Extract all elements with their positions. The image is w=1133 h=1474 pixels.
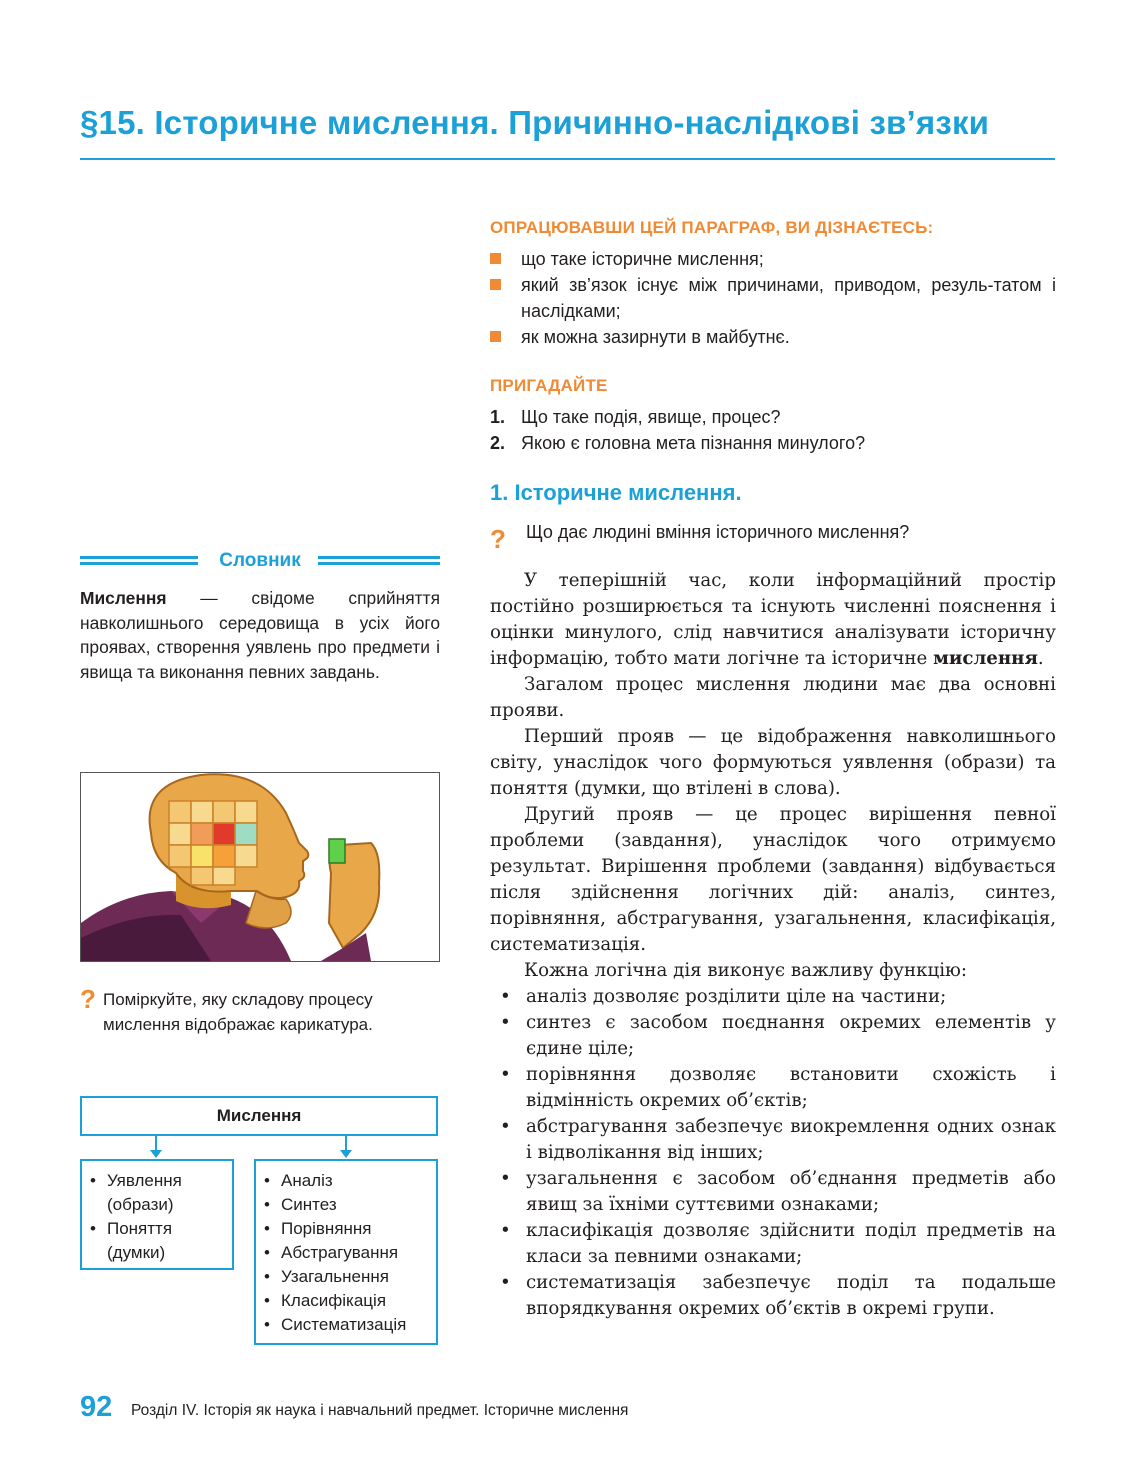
list-item: • узагальнення є засобом об’єднання предметів або явищ за їхніми суттєвими ознаками;: [490, 1166, 1056, 1218]
diagram-item: • Аналіз: [264, 1169, 436, 1193]
goals-block: [490, 218, 1056, 350]
body-text: [490, 568, 1056, 1322]
goals-list: [490, 246, 1056, 350]
paragraph: Загалом процес мислення людини має два основні прояви.: [490, 674, 1056, 721]
thinking-head-puzzle-icon: [81, 773, 439, 961]
recall-item: 1. Що таке подія, явище, процес?: [490, 407, 781, 427]
glossary-heading-bar: [80, 551, 440, 575]
question-mark-icon: ?: [80, 984, 96, 1014]
caricature-question: Поміркуйте, яку складову процесу мислення відображає карикатура.: [103, 990, 373, 1034]
diagram-item: • Поняття (думки): [90, 1217, 215, 1265]
page-title: §15. Історичне мислення. Причинно-наслідкові зв’язки: [80, 104, 990, 141]
list-item: • синтез є засобом поєднання окремих елементів у єдине ціле;: [490, 1010, 1056, 1062]
list-item: • аналіз дозволяє розділити ціле на частини;: [490, 984, 1056, 1010]
diagram-item: • Порівняння: [264, 1217, 436, 1241]
recall-item: 2. Якою є головна мета пізнання минулого?: [490, 433, 866, 453]
diagram-root-box: Мислення: [80, 1096, 438, 1136]
page-number: 92: [80, 1391, 113, 1423]
goal-item: як можна зазирнути в майбутнє.: [490, 324, 1056, 350]
paragraph: Другий прояв — це процес вирішення певної проблеми (завдання), унаслідок чого отримуємо результат. Вирішення проблеми (завдання) відбувається після здійснення логічних дій: аналіз, синтез, порівняння, абстрагування, узагальнення, класифікація, систематизація.: [490, 804, 1056, 955]
goals-heading: ОПРАЦЮВАВШИ ЦЕЙ ПАРАГРАФ, ВИ ДІЗНАЄТЕСЬ:: [490, 218, 934, 237]
square-bullet-icon: [490, 253, 501, 264]
diagram-item: • Узагальнення: [264, 1265, 436, 1289]
title-rule: [80, 158, 1055, 160]
section-question: Що дає людині вміння історичного мислення?: [526, 522, 910, 542]
diagram-item: • Систематизація: [264, 1313, 436, 1337]
recall-heading: ПРИГАДАЙТЕ: [490, 376, 608, 395]
diagram-item: • Синтез: [264, 1193, 436, 1217]
diagram-left-box: [80, 1159, 234, 1270]
glossary-entry: [80, 586, 440, 684]
glossary-heading: Словник: [219, 550, 301, 571]
square-bullet-icon: [490, 279, 501, 290]
glossary-term: Мислення: [80, 588, 167, 608]
list-item: • систематизація забезпечує поділ та подальше впорядкування окремих об’єктів в окремі групи.: [490, 1270, 1056, 1322]
diagram-item: • Уявлення (образи): [90, 1169, 215, 1217]
diagram-item: • Класифікація: [264, 1289, 436, 1313]
question-mark-icon: ?: [490, 524, 506, 554]
list-item: • порівняння дозволяє встановити схожість і відмінність окремих об’єктів;: [490, 1062, 1056, 1114]
paragraph: Перший прояв — це відображення навколишнього світу, унаслідок чого формуються уявлення (образи) та поняття (думки, що втілені в слова).: [490, 726, 1056, 799]
glossary-definition: — свідоме сприйняття навколишнього середовища в усіх його проявах, створення уявлень про предмети і явища та виконання певних завдань.: [80, 588, 440, 682]
functions-list: [490, 984, 1056, 1322]
goal-item: який зв’язок існує між причинами, приводом, резуль-татом і наслідками;: [490, 272, 1056, 324]
recall-list: [490, 404, 1056, 456]
square-bullet-icon: [490, 331, 501, 342]
recall-block: [490, 376, 1056, 456]
diagram-arrows: [80, 1136, 438, 1160]
paragraph: У теперішній час, коли інформаційний простір постійно розширюється та існують численні пояснення і оцінки минулого, слід навчитися аналізувати історичну інформацію, тобто мати логічне та історичне мислення.: [490, 570, 1056, 669]
diagram-right-box: [254, 1159, 438, 1345]
section-heading: 1. Історичне мислення.: [490, 480, 742, 505]
diagram-item: • Абстрагування: [264, 1241, 436, 1265]
running-footer: Розділ IV. Історія як наука і навчальний предмет. Історичне мислення: [131, 1402, 629, 1419]
bold-term: мислення: [933, 648, 1038, 669]
goal-item: що таке історичне мислення;: [490, 246, 1056, 272]
list-item: • класифікація дозволяє здійснити поділ предметів на класи за певними ознаками;: [490, 1218, 1056, 1270]
caricature-illustration: [80, 772, 440, 962]
list-item: • абстрагування забезпечує виокремлення одних ознак і відволікання від інших;: [490, 1114, 1056, 1166]
paragraph: Кожна логічна дія виконує важливу функцію:: [524, 960, 967, 981]
